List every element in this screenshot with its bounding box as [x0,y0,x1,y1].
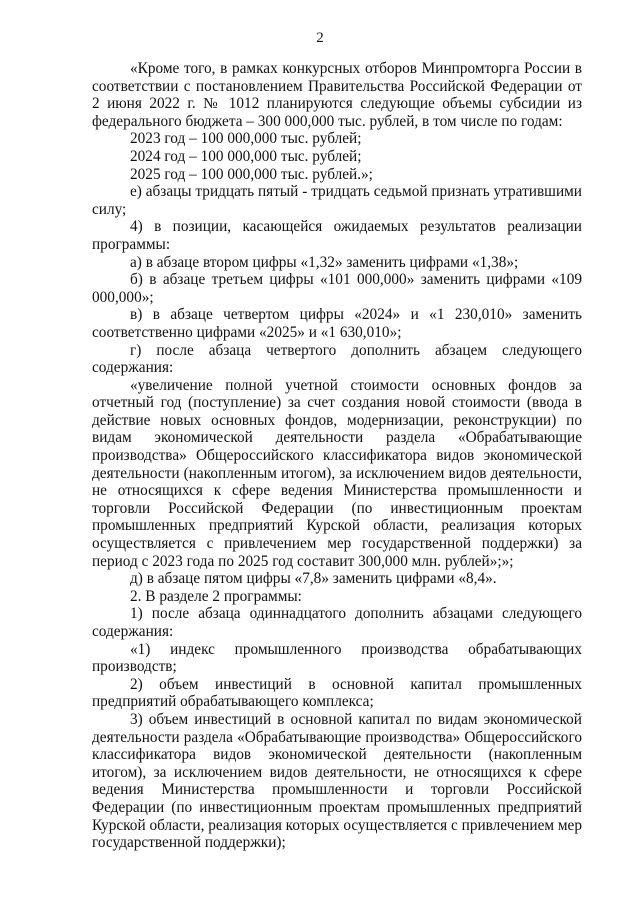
paragraph-item-1: 1) после абзаца одиннадцатого дополнить абзацами следующего содержания: [92,605,582,640]
paragraph-item-a: а) в абзаце втором цифры «1,32» заменить цифрами «1,38»; [130,253,519,271]
paragraph-year-2025: 2025 год – 100 000,000 тыс. рублей.»; [130,165,373,183]
paragraph-subsidy-intro: «Кроме того, в рамках конкурсных отборов Минпромторга России в соответствии с постановлением Правительства Российской Федерации от 2 июня 2022 г. № 1012 планируются следующие объемы субсидии из федерального бюджета – 300 000,000 тыс. рублей, в том числе по годам: [92,60,582,130]
document-body [92,60,582,852]
paragraph-item-g: г) после абзаца четвертого дополнить абзацем следующего содержания: [92,341,582,377]
paragraph-fixed-assets: «увеличение полной учетной стоимости основных фондов за отчетный год (поступление) за счет создания новой стоимости (ввода в действие новых основных фондов, модернизации, реконструкции) по видам экономической деятельности раздела «Обрабатывающие производства» Общероссийского классификатора видов экономической деятельности (накопленным итогом), за исключением видов деятельности, не относящихся к сфере ведения Министерства промышленности и торговли Российской Федерации (по инвестиционным проектам промышленных предприятий Курской области, реализация которых осуществляется с привлечением мер государственной поддержки) за период с 2023 года по 2025 год составит 300,000 млн. рублей»;»; [92,376,582,570]
paragraph-year-2024: 2024 год – 100 000,000 тыс. рублей; [130,147,362,165]
paragraph-indicator-2: 2) объем инвестиций в основной капитал промышленных предприятий обрабатывающего комплекса; [92,675,582,711]
paragraph-item-b: б) в абзаце третьем цифры «101 000,000» заменить цифрами «109 000,000»; [92,271,582,306]
page-number: 2 [316,30,324,46]
paragraph-indicator-3: 3) объем инвестиций в основной капитал по видам экономической деятельности раздела «Обрабатывающие производства» Общероссийского классификатора видов экономической деятельности (накопленным итогом), за исключением видов деятельности, не относящихся к сфере ведения Министерства промышленности и торговли Российской Федерации (по инвестиционным проектам промышленных предприятий Курской области, реализация которых осуществляется с привлечением мер государственной поддержки); [92,710,582,852]
paragraph-year-2023: 2023 год – 100 000,000 тыс. рублей; [130,130,362,148]
paragraph-item-v: в) в абзаце четвертом цифры «2024» и «1 230,010» заменить соответственно цифрами «2025» и «1 630,010»; [92,306,582,341]
paragraph-indicator-1: «1) индекс промышленного производства обрабатывающих производств; [92,640,582,676]
paragraph-section-2: 2. В разделе 2 программы: [130,587,302,605]
paragraph-item-d: д) в абзаце пятом цифры «7,8» заменить цифрами «8,4». [130,570,497,588]
paragraph-item-e: е) абзацы тридцать пятый - тридцать седьмой признать утратившими силу; [92,183,582,218]
paragraph-item-4: 4) в позиции, касающейся ожидаемых результатов реализации программы: [92,218,582,253]
